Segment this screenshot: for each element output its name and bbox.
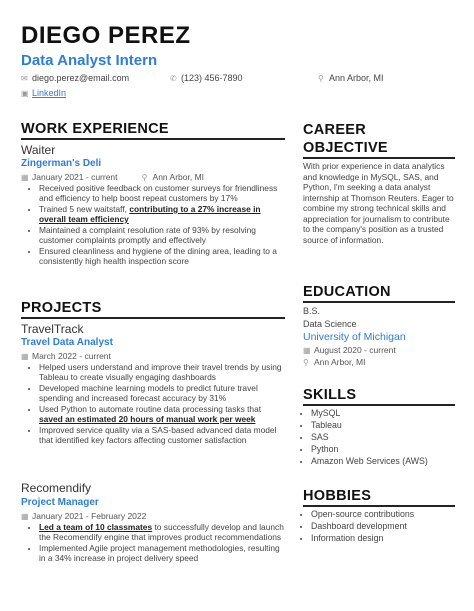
location-text: Ann Arbor, MI [329,73,384,83]
hobbies-list [303,509,455,545]
project-meta [21,351,111,361]
project-meta [21,511,146,521]
phone-icon: ✆ [170,73,177,83]
list-item: • Developed machine learning models to predict future travel spending and increased forecast accuracy by 31% [39,383,287,403]
work-experience-heading: WORK EXPERIENCE [21,121,169,137]
section-divider [303,157,455,159]
list-item: • Open-source contributions [311,509,455,520]
section-divider [303,404,455,406]
education-location: ⚲ Ann Arbor, MI [303,357,366,367]
map-pin-icon: ⚲ [303,357,309,367]
list-item: • SAS [311,432,455,443]
linkedin-contact [21,88,66,98]
email-text[interactable]: diego.perez@email.com [32,73,130,83]
list-item: • Python [311,444,455,455]
job-location: Ann Arbor, MI [152,172,205,182]
list-item: • Dashboard development [311,521,455,532]
section-divider [21,138,285,140]
project-bullets [25,362,287,446]
section-divider [303,301,455,303]
phone-text[interactable]: (123) 456-7890 [181,73,243,83]
section-divider [303,505,455,507]
skills-heading: SKILLS [303,387,357,403]
list-item: • MySQL [311,408,455,419]
school-name: University of Michigan [303,331,406,343]
section-divider [21,317,285,319]
company-name: Zingerman's Deli [21,158,102,169]
list-item: • Tableau [311,420,455,431]
list-item: • Information design [311,533,455,544]
linkedin-link[interactable]: LinkedIn [32,88,67,98]
list-item: • Ensured cleanliness and hygiene of the dining area, leading to a consistently high health inspection score [39,246,287,266]
calendar-icon: ▦ [21,511,29,521]
project-dates: January 2021 - February 2022 [32,511,147,521]
list-item: • Amazon Web Services (AWS) [311,456,455,467]
list-item: • Helped users understand and improve their travel trends by using Tableau to create visually engaging dashboards [39,362,287,382]
hobbies-heading: HOBBIES [303,488,372,504]
envelope-icon: ✉ [21,73,28,83]
list-item: • Led a team of 10 classmates to successfully develop and launch the Recomendify engine that improves product recommendations [39,522,287,542]
job-dates: January 2021 - current [32,172,118,182]
email-contact [21,73,129,83]
project-bullets [25,522,287,564]
calendar-icon: ▦ [21,172,29,182]
calendar-icon: ▦ [21,351,29,361]
project-role: Travel Data Analyst [21,337,113,348]
work-bullets [25,183,287,267]
project-dates: March 2022 - current [32,351,111,361]
map-pin-icon: ⚲ [318,73,324,83]
candidate-name: DIEGO PEREZ [21,22,191,49]
projects-heading: PROJECTS [21,300,102,316]
career-objective-heading: CAREER OBJECTIVE [303,122,388,156]
project-title: Recomendify [21,481,92,495]
project-role: Project Manager [21,497,99,508]
list-item: • Improved service quality via a SAS-based advanced data model that identified key factors affecting customer satisfaction [39,425,287,445]
map-pin-icon: ⚲ [141,172,148,182]
skills-list [303,408,455,468]
degree: B.S. [303,306,321,316]
job-title: Waiter [21,143,56,157]
education-heading: EDUCATION [303,284,391,300]
location-contact [318,73,384,83]
job-meta [21,172,204,182]
phone-contact [170,73,243,83]
calendar-icon: ▦ [303,345,311,355]
list-item: • Received positive feedback on customer surveys for friendliness and efficiency to help boost repeat customers by 17% [39,183,287,203]
project-title: TravelTrack [21,322,84,336]
field-of-study: Data Science [303,319,357,329]
list-item: • Used Python to automate routine data processing tasks that saved an estimated 20 hours of manual work per week [39,404,287,424]
list-item: • Implemented Agile project management methodologies, resulting in a 34% increase in project delivery speed [39,543,287,563]
list-item: • Trained 5 new waitstaff, contributing to a 27% increase in overall team efficiency [39,204,287,224]
linkedin-icon: ▣ [21,88,29,98]
objective-text: With prior experience in data analytics and knowledge in MySQL, SAS, and Python, I'm seeking a data analyst internship at Thomson Reuters. Eager to combine my strong technical skills and appreciation for journalism to contribute to the company's position as a trusted source of information. [303,161,454,245]
list-item: • Maintained a complaint resolution rate of 93% by resolving customer complaints promptly and effectively [39,225,287,245]
candidate-role: Data Analyst Intern [21,52,158,69]
education-dates: ▦ August 2020 - current [303,345,396,355]
